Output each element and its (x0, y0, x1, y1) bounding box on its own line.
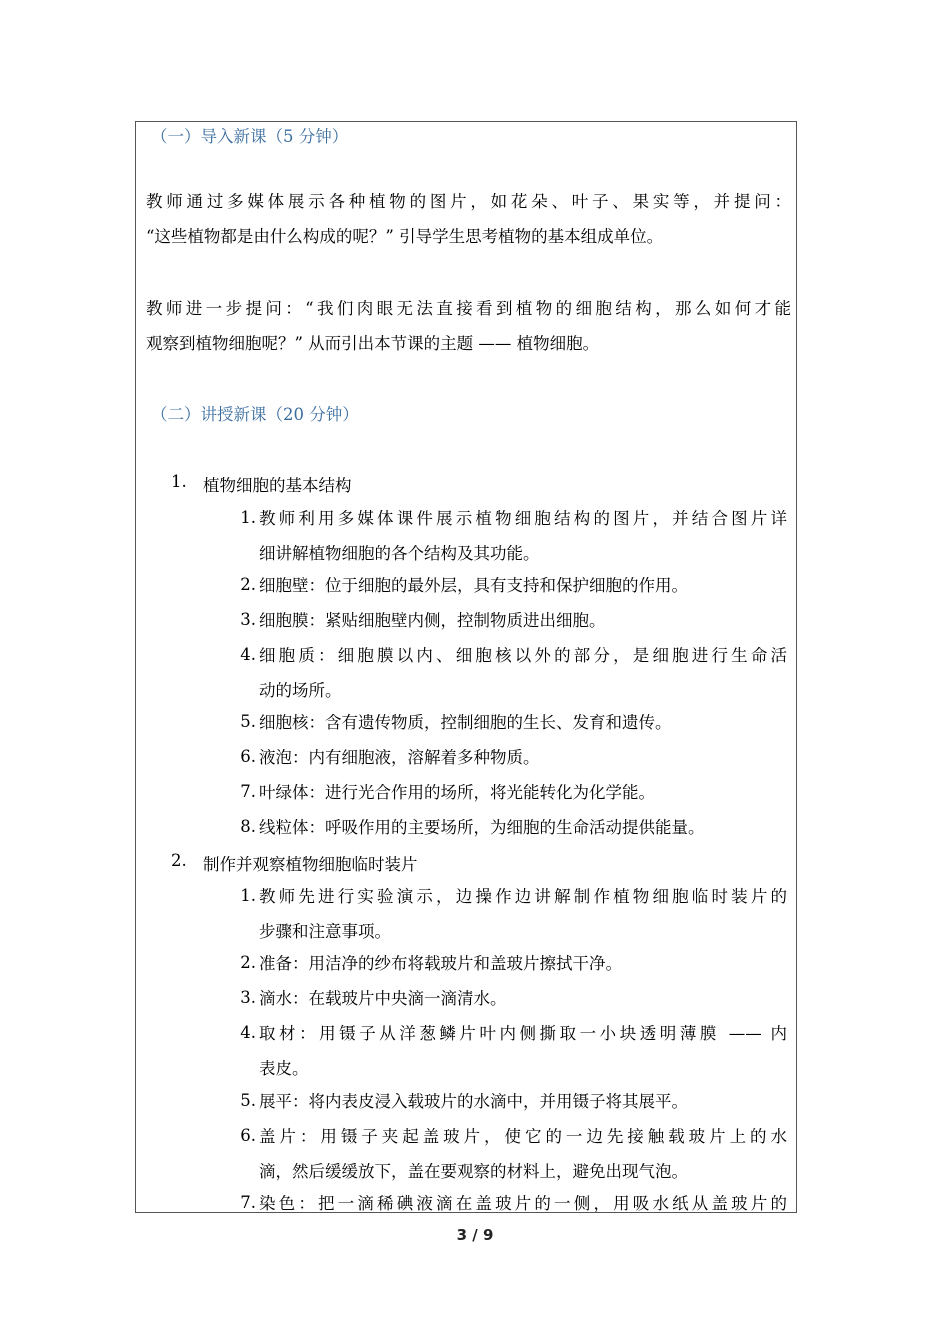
section2-heading: （二）讲授新课（20 分钟） (151, 405, 359, 424)
list-number: 1. (240, 886, 256, 905)
sub-list-line: 表皮。 (259, 1059, 309, 1078)
sub-list-line: 细胞核：含有遗传物质，控制细胞的生长、发育和遗传。 (259, 713, 672, 732)
list-number: 5. (240, 712, 256, 731)
sub-list-line: 染色：把一滴稀碘液滴在盖玻片的一侧，用吸水纸从盖玻片的 (259, 1194, 787, 1213)
list-number: 6. (240, 1126, 256, 1145)
sub-list-line: 叶绿体：进行光合作用的场所，将光能转化为化学能。 (259, 783, 655, 802)
list-item-title: 制作并观察植物细胞临时装片 (203, 855, 418, 874)
section1-paragraph-2 (146, 291, 791, 361)
sub-list-line: 步骤和注意事项。 (259, 922, 391, 941)
document-frame (135, 121, 797, 1213)
sub-list-line: 动的场所。 (259, 681, 342, 700)
list-number: 2. (240, 575, 256, 594)
list-number: 3. (240, 988, 256, 1007)
list-number: 5. (240, 1091, 256, 1110)
list-number: 2. (171, 851, 187, 870)
sub-list-line: 细胞壁：位于细胞的最外层，具有支持和保护细胞的作用。 (259, 576, 688, 595)
sub-list-line: 教师先进行实验演示，边操作边讲解制作植物细胞临时装片的 (259, 887, 787, 906)
sub-list-line: 准备：用洁净的纱布将载玻片和盖玻片擦拭干净。 (259, 954, 622, 973)
sub-list-line: 取材：用镊子从洋葱鳞片叶内侧撕取一小块透明薄膜 —— 内 (259, 1024, 787, 1043)
section1-heading: （一）导入新课（5 分钟） (151, 127, 349, 146)
sub-list-line: 滴水：在载玻片中央滴一滴清水。 (259, 989, 507, 1008)
sub-list-line: 细讲解植物细胞的各个结构及其功能。 (259, 544, 540, 563)
paragraph-line: 教师进一步提问：“我们肉眼无法直接看到植物的细胞结构，那么如何才能 (146, 299, 791, 318)
sub-list-line: 滴，然后缓缓放下，盖在要观察的材料上，避免出现气泡。 (259, 1162, 688, 1181)
list-number: 4. (240, 645, 256, 664)
list-number: 6. (240, 747, 256, 766)
sub-list-line: 教师利用多媒体课件展示植物细胞结构的图片，并结合图片详 (259, 509, 787, 528)
sub-list-line: 展平：将内表皮浸入载玻片的水滴中，并用镊子将其展平。 (259, 1092, 688, 1111)
paragraph-line: “这些植物都是由什么构成的呢？” 引导学生思考植物的基本组成单位。 (146, 227, 664, 246)
list-number: 4. (240, 1023, 256, 1042)
list-number: 7. (240, 1193, 256, 1212)
list-number: 1. (240, 508, 256, 527)
list-number: 7. (240, 782, 256, 801)
paragraph-line: 教师通过多媒体展示各种植物的图片，如花朵、叶子、果实等，并提问： (146, 192, 791, 211)
sub-list-line: 细胞膜：紧贴细胞壁内侧，控制物质进出细胞。 (259, 611, 606, 630)
page-number: 3 / 9 (456, 1226, 494, 1244)
sub-list-line: 盖片：用镊子夹起盖玻片，使它的一边先接触载玻片上的水 (259, 1127, 787, 1146)
list-number: 2. (240, 953, 256, 972)
list-number: 8. (240, 817, 256, 836)
list-number: 1. (171, 472, 187, 491)
list-item-title: 植物细胞的基本结构 (203, 476, 352, 495)
sub-list-line: 线粒体：呼吸作用的主要场所，为细胞的生命活动提供能量。 (259, 818, 705, 837)
sub-list-line: 细胞质：细胞膜以内、细胞核以外的部分，是细胞进行生命活 (259, 646, 787, 665)
sub-list-line: 液泡：内有细胞液，溶解着多种物质。 (259, 748, 540, 767)
list-number: 3. (240, 610, 256, 629)
section1-paragraph-1 (146, 184, 791, 254)
paragraph-line: 观察到植物细胞呢？” 从而引出本节课的主题 —— 植物细胞。 (146, 334, 600, 353)
